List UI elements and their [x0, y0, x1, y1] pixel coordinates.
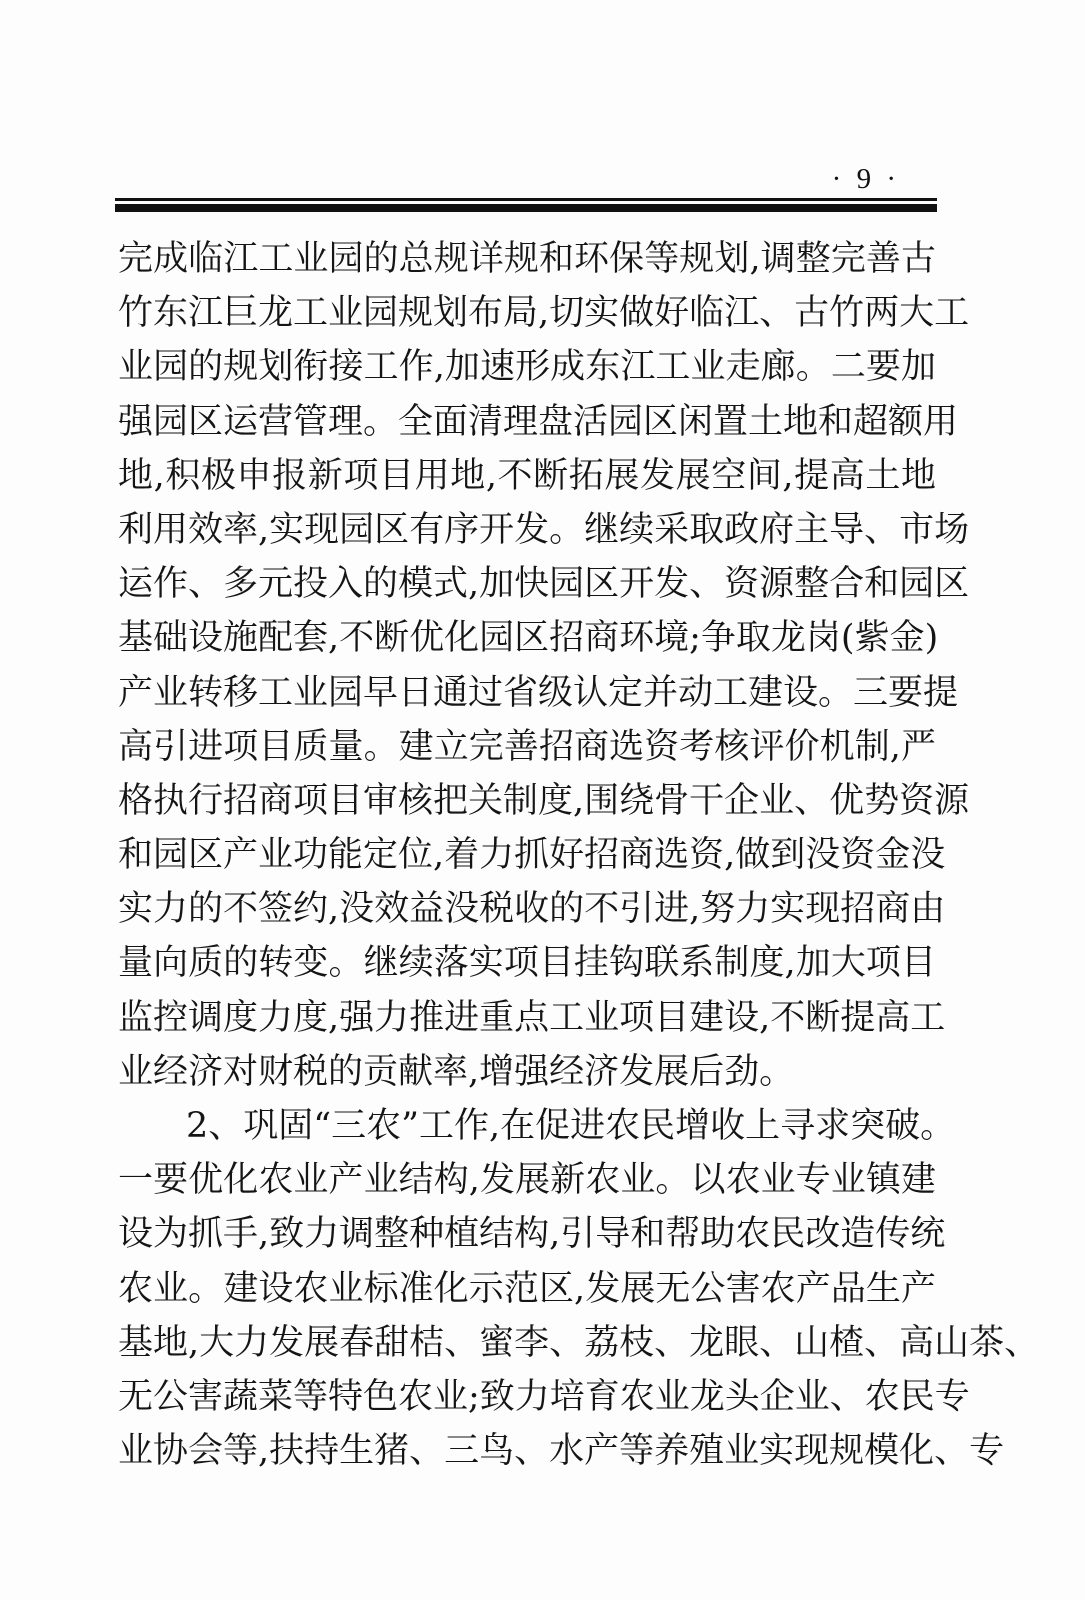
text-line: 一要优化农业产业结构,发展新农业。以农业专业镇建 — [118, 1160, 936, 1201]
text-line: 和园区产业功能定位,着力抓好招商选资,做到没资金没 — [118, 835, 946, 876]
text-line: 运作、多元投入的模式,加快园区开发、资源整合和园区 — [118, 564, 970, 605]
text-line: 完成临江工业园的总规详规和环保等规划,调整完善古 — [118, 239, 936, 279]
text-line: 业园的规划衔接工作,加速形成东江工业走廊。二要加 — [118, 347, 936, 388]
page-number: · 9 · — [831, 163, 900, 195]
header-rule-thin — [115, 198, 937, 201]
text-line: 地,积极申报新项目用地,不断拓展发展空间,提高土地 — [118, 455, 936, 496]
text-line: 强园区运营管理。全面清理盘活园区闲置土地和超额用 — [118, 401, 959, 442]
text-line: 业经济对财税的贡献率,增强经济发展后劲。 — [118, 1051, 795, 1092]
header-rule-thick — [115, 204, 937, 212]
text-line: 实力的不签约,没效益没税收的不引进,努力实现招商由 — [118, 889, 946, 930]
text-line: 无公害蔬菜等特色农业;致力培育农业龙头企业、农民专 — [118, 1376, 970, 1417]
text-line: 产业转移工业园早日通过省级认定并动工建设。三要提 — [118, 672, 959, 713]
text-line: 基础设施配套,不断优化园区招商环境;争取龙岗(紫金) — [118, 618, 939, 659]
text-line: 高引进项目质量。建立完善招商选资考核评价机制,严 — [118, 726, 936, 767]
text-line: 竹东江巨龙工业园规划布局,切实做好临江、古竹两大工 — [118, 293, 970, 334]
text-line: 业协会等,扶持生猪、三鸟、水产等养殖业实现规模化、专 — [118, 1431, 1005, 1472]
text-line: 设为抓手,致力调整种植结构,引导和帮助农民改造传统 — [118, 1214, 946, 1255]
text-line: 2、巩固“三农”工作,在促进农民增收上寻求突破。 — [186, 1106, 956, 1146]
text-line: 利用效率,实现园区有序开发。继续采取政府主导、市场 — [118, 509, 970, 550]
text-line: 农业。建设农业标准化示范区,发展无公害农产品生产 — [118, 1268, 936, 1309]
text-line: 格执行招商项目审核把关制度,围绕骨干企业、优势资源 — [118, 780, 970, 821]
text-line: 基地,大力发展春甜桔、蜜李、荔枝、龙眼、山楂、高山茶、 — [118, 1322, 1040, 1363]
text-line: 监控调度力度,强力推进重点工业项目建设,不断提高工 — [118, 997, 946, 1038]
body-text — [118, 232, 1040, 1478]
text-line: 量向质的转变。继续落实项目挂钩联系制度,加大项目 — [118, 943, 936, 984]
